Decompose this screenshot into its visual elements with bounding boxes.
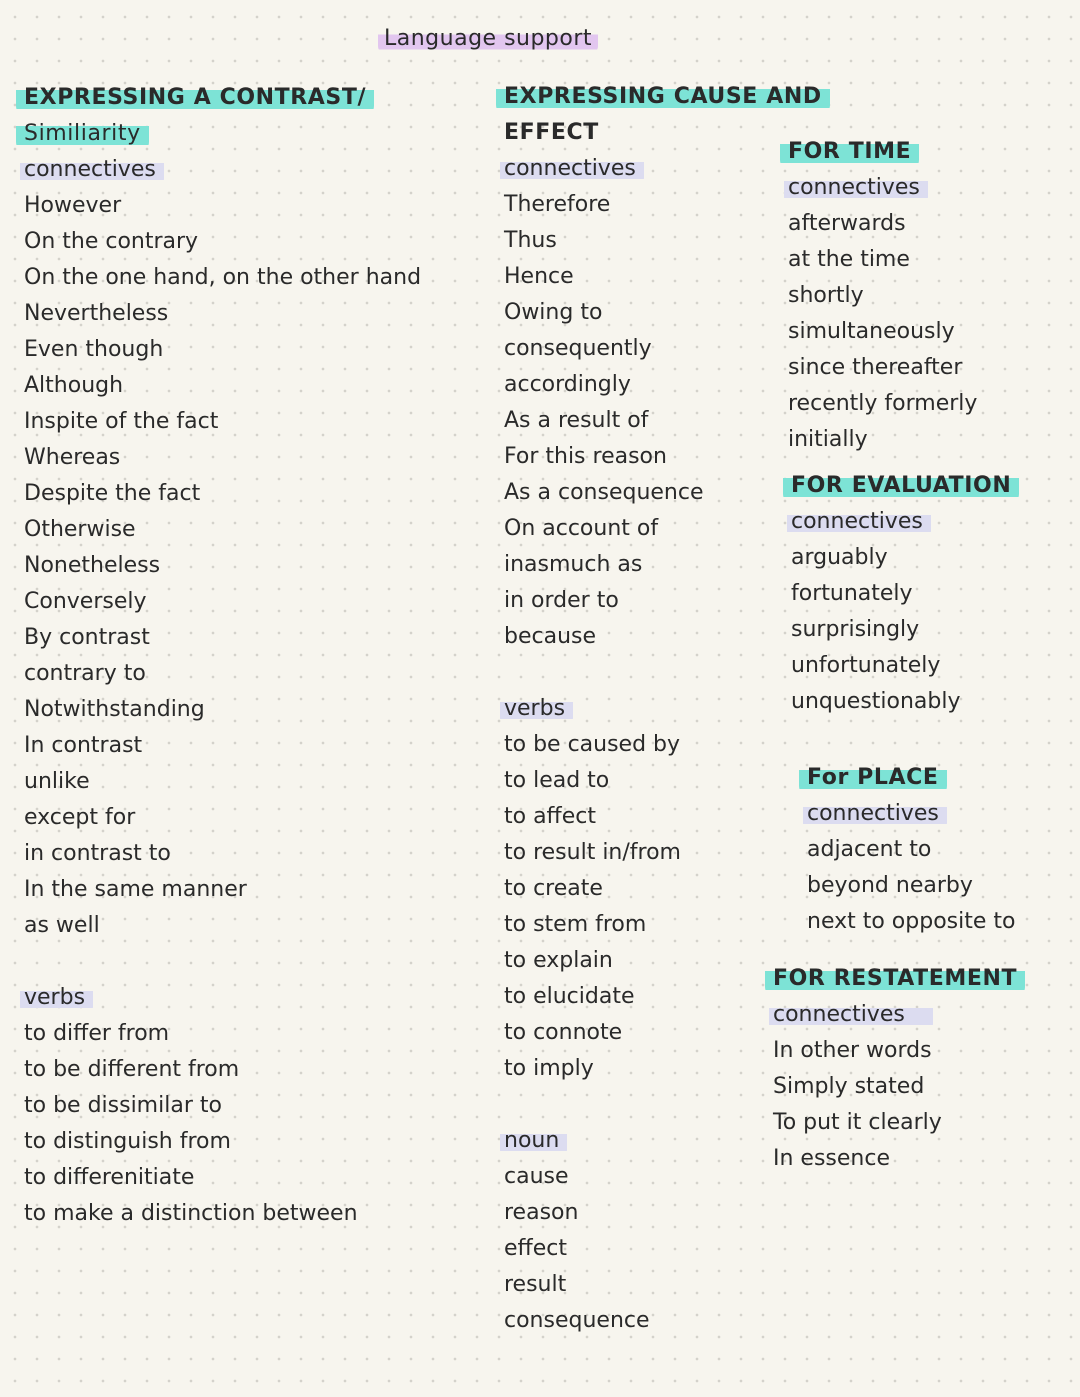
cause-effect-connective-item: On account of <box>504 516 659 541</box>
time-connective-item: simultaneously <box>788 319 955 344</box>
restatement-connective-item: To put it clearly <box>773 1110 942 1135</box>
contrast-connective-item: except for <box>24 805 136 830</box>
place-connective-item: adjacent to <box>807 837 932 862</box>
cause-effect-noun-item: result <box>504 1272 567 1297</box>
cause-effect-noun-item: consequence <box>504 1308 650 1333</box>
contrast-connective-item: Notwithstanding <box>24 697 205 722</box>
contrast-verb-item: to differenitiate <box>24 1165 195 1190</box>
cause-effect-connective-item: For this reason <box>504 444 667 469</box>
time-connective-item: recently formerly <box>788 391 978 416</box>
cause-effect-verb-item: to stem from <box>504 912 647 937</box>
cause-effect-connective-item: Therefore <box>504 192 611 217</box>
cause-effect-connective-item: As a result of <box>504 408 649 433</box>
cause-effect-verb-item: to elucidate <box>504 984 635 1009</box>
contrast-connective-item: On the one hand, on the other hand <box>24 265 422 290</box>
cause-effect-verb-item: to imply <box>504 1056 594 1081</box>
cause-effect-heading-line2: EFFECT <box>504 120 599 145</box>
contrast-verb-item: to differ from <box>24 1021 170 1046</box>
time-connectives-label: connectives <box>784 170 928 206</box>
contrast-connective-item: Inspite of the fact <box>24 409 219 434</box>
place-connective-item: beyond nearby <box>807 873 973 898</box>
cause-effect-connective-item: in order to <box>504 588 619 613</box>
contrast-connective-item: in contrast to <box>24 841 171 866</box>
cause-effect-connectives-list <box>504 187 830 655</box>
cause-effect-connective-item: As a consequence <box>504 480 704 505</box>
evaluation-connective-item: arguably <box>791 545 888 570</box>
contrast-connective-item: Whereas <box>24 445 121 470</box>
contrast-connective-item: However <box>24 193 122 218</box>
restatement-heading: FOR RESTATEMENT <box>765 961 1025 997</box>
cause-effect-noun-item: reason <box>504 1200 579 1225</box>
contrast-connective-item: as well <box>24 913 100 938</box>
time-connective-item: shortly <box>788 283 864 308</box>
cause-effect-connective-item: because <box>504 624 597 649</box>
contrast-connective-item: Despite the fact <box>24 481 201 506</box>
contrast-verbs-label: verbs <box>20 980 93 1016</box>
cause-effect-verb-item: to lead to <box>504 768 610 793</box>
contrast-verb-item: to distinguish from <box>24 1129 231 1154</box>
cause-effect-connective-item: consequently <box>504 336 652 361</box>
contrast-connective-item: In the same manner <box>24 877 247 902</box>
contrast-connective-item: Nevertheless <box>24 301 169 326</box>
cause-effect-connective-item: accordingly <box>504 372 631 397</box>
cause-effect-verb-item: to be caused by <box>504 732 681 757</box>
cause-effect-connective-item: inasmuch as <box>504 552 643 577</box>
contrast-connectives-label: connectives <box>20 152 164 188</box>
evaluation-connective-item: fortunately <box>791 581 913 606</box>
place-section <box>807 760 1015 940</box>
cause-effect-connective-item: Hence <box>504 264 574 289</box>
time-connective-item: since thereafter <box>788 355 963 380</box>
restatement-connective-item: In other words <box>773 1038 932 1063</box>
cause-effect-verbs-label: verbs <box>500 691 573 727</box>
cause-effect-connective-item: Owing to <box>504 300 603 325</box>
evaluation-list <box>791 540 1019 720</box>
place-heading: For PLACE <box>799 760 947 796</box>
place-connectives-label: connectives <box>803 796 947 832</box>
time-section <box>788 134 977 458</box>
contrast-connective-item: On the contrary <box>24 229 199 254</box>
time-connective-item: afterwards <box>788 211 906 236</box>
cause-effect-noun-list <box>504 1159 830 1339</box>
contrast-connectives-list <box>24 188 421 944</box>
cause-effect-verb-item: to explain <box>504 948 613 973</box>
evaluation-heading: FOR EVALUATION <box>783 468 1019 504</box>
restatement-list <box>773 1033 1025 1177</box>
time-connective-item: initially <box>788 427 868 452</box>
evaluation-connective-item: unfortunately <box>791 653 941 678</box>
cause-effect-verb-item: to result in/from <box>504 840 681 865</box>
contrast-heading-line1: EXPRESSING A CONTRAST/ <box>16 80 374 116</box>
cause-effect-noun-item: cause <box>504 1164 569 1189</box>
evaluation-connectives-label: connectives <box>787 504 931 540</box>
place-list <box>807 832 1015 940</box>
contrast-connective-item: unlike <box>24 769 90 794</box>
time-list <box>788 206 977 458</box>
contrast-connective-item: Otherwise <box>24 517 136 542</box>
cause-effect-heading-line1: EXPRESSING CAUSE AND <box>496 79 830 115</box>
cause-effect-verb-item: to create <box>504 876 603 901</box>
contrast-connective-item: By contrast <box>24 625 150 650</box>
restatement-connectives-label: connectives <box>769 997 933 1033</box>
restatement-connective-item: In essence <box>773 1146 890 1171</box>
contrast-connective-item: In contrast <box>24 733 143 758</box>
cause-effect-verb-item: to affect <box>504 804 596 829</box>
contrast-connective-item: Nonetheless <box>24 553 161 578</box>
page-title: Language support <box>378 24 598 54</box>
cause-effect-verb-item: to connote <box>504 1020 623 1045</box>
contrast-connective-item: contrary to <box>24 661 146 686</box>
cause-effect-connectives-label: connectives <box>500 151 644 187</box>
evaluation-connective-item: surprisingly <box>791 617 920 642</box>
place-connective-item: next to opposite to <box>807 909 1016 934</box>
contrast-connective-item: Although <box>24 373 124 398</box>
contrast-verbs-list <box>24 1016 421 1232</box>
cause-effect-connective-item: Thus <box>504 228 557 253</box>
contrast-column <box>24 80 421 1232</box>
restatement-connective-item: Simply stated <box>773 1074 925 1099</box>
contrast-verb-item: to be dissimilar to <box>24 1093 222 1118</box>
contrast-connective-item: Even though <box>24 337 164 362</box>
evaluation-connective-item: unquestionably <box>791 689 961 714</box>
time-heading: FOR TIME <box>780 134 919 170</box>
contrast-verb-item: to be different from <box>24 1057 240 1082</box>
cause-effect-noun-item: effect <box>504 1236 567 1261</box>
contrast-connective-item: Conversely <box>24 589 147 614</box>
evaluation-section <box>791 468 1019 720</box>
cause-effect-noun-label: noun <box>500 1123 567 1159</box>
time-connective-item: at the time <box>788 247 910 272</box>
contrast-verb-item: to make a distinction between <box>24 1201 358 1226</box>
restatement-section <box>773 961 1025 1177</box>
contrast-heading-line2: Similiarity <box>16 116 149 152</box>
